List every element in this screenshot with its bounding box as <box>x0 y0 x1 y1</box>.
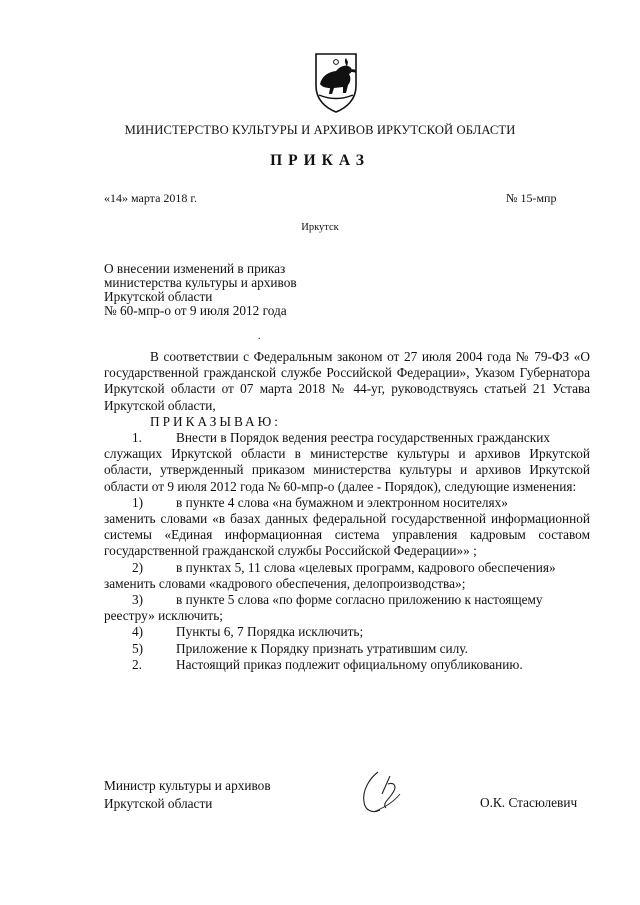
item-continuation: заменить словами «кадрового обеспечения, делопроизводства»; <box>104 575 466 591</box>
item-text: в пункте 4 слова «на бумажном и электронном носителях» <box>176 494 508 510</box>
list-item <box>104 430 590 446</box>
item-number: 4) <box>132 624 144 640</box>
list-item <box>104 624 590 640</box>
document-subject <box>104 262 297 318</box>
subject-line: министерства культуры и архивов <box>104 275 297 290</box>
item-text: Внести в Порядок ведения реестра государственных гражданских <box>176 430 550 446</box>
order-word: ПРИКАЗЫВАЮ: <box>150 413 281 429</box>
document-title: ПРИКАЗ <box>270 152 370 169</box>
item-continuation: служащих Иркутской области в министерстве культуры и архивов Иркутской области, утвержденный приказом министерства культуры и архивов Иркутской области от 9 июля 2012 года № 60-мпр-о (далее - Порядок), следующие изменения: <box>104 446 590 494</box>
document-date: «14» марта 2018 г. <box>104 191 197 205</box>
item-continuation: реестру» исключить; <box>104 608 223 624</box>
subject-line: Иркутской области <box>104 289 213 304</box>
item-text: в пункте 5 слова «по форме согласно приложению к настоящему <box>176 592 543 608</box>
item-number: 1) <box>132 494 144 510</box>
item-text: Приложение к Порядку признать утратившим силу. <box>176 640 468 656</box>
document-number: № 15-мпр <box>506 191 557 205</box>
document-city: Иркутск <box>301 222 339 233</box>
item-number: 1. <box>132 430 142 446</box>
signatory-name: О.К. Стасюлевич <box>480 795 578 810</box>
item-number: 3) <box>132 592 144 608</box>
signatory-title <box>104 777 271 813</box>
subject-line: О внесении изменений в приказ <box>104 261 286 276</box>
handwritten-signature <box>352 764 416 830</box>
document-body <box>104 349 590 673</box>
item-continuation: заменить словами «в базах данных федеральной государственной информационной системы «Единая информационная система управления кадровым составом государственной гражданской службы Российской Федерации»» ; <box>104 511 590 559</box>
coat-of-arms-icon <box>310 50 362 114</box>
list-item <box>104 641 590 657</box>
list-item <box>104 560 590 576</box>
item-number: 2) <box>132 559 144 575</box>
ministry-name: МИНИСТЕРСТВО КУЛЬТУРЫ И АРХИВОВ ИРКУТСКОЙ ОБЛАСТИ <box>124 123 516 137</box>
signatory-title-line: Иркутской области <box>104 796 213 811</box>
subject-line: № 60-мпр-о от 9 июля 2012 года <box>104 303 287 318</box>
item-number: 2. <box>132 656 142 672</box>
list-item <box>104 495 590 511</box>
item-text: в пунктах 5, 11 слова «целевых программ, кадрового обеспечения» <box>176 559 556 575</box>
item-number: 5) <box>132 640 144 656</box>
preamble: В соответствии с Федеральным законом от 27 июля 2004 года № 79-ФЗ «О государственной гражданской службе Российской Федерации», Указом Губернатора Иркутской области от 07 марта 2018 № 44-уг, руководствуясь статьей 21 Устава Иркутской области, <box>104 349 590 413</box>
stray-mark: . <box>258 331 261 342</box>
item-text: Настоящий приказ подлежит официальному опубликованию. <box>176 656 523 672</box>
list-item <box>104 657 590 673</box>
signatory-title-line: Министр культуры и архивов <box>104 778 271 793</box>
item-text: Пункты 6, 7 Порядка исключить; <box>176 624 364 640</box>
list-item <box>104 592 590 608</box>
